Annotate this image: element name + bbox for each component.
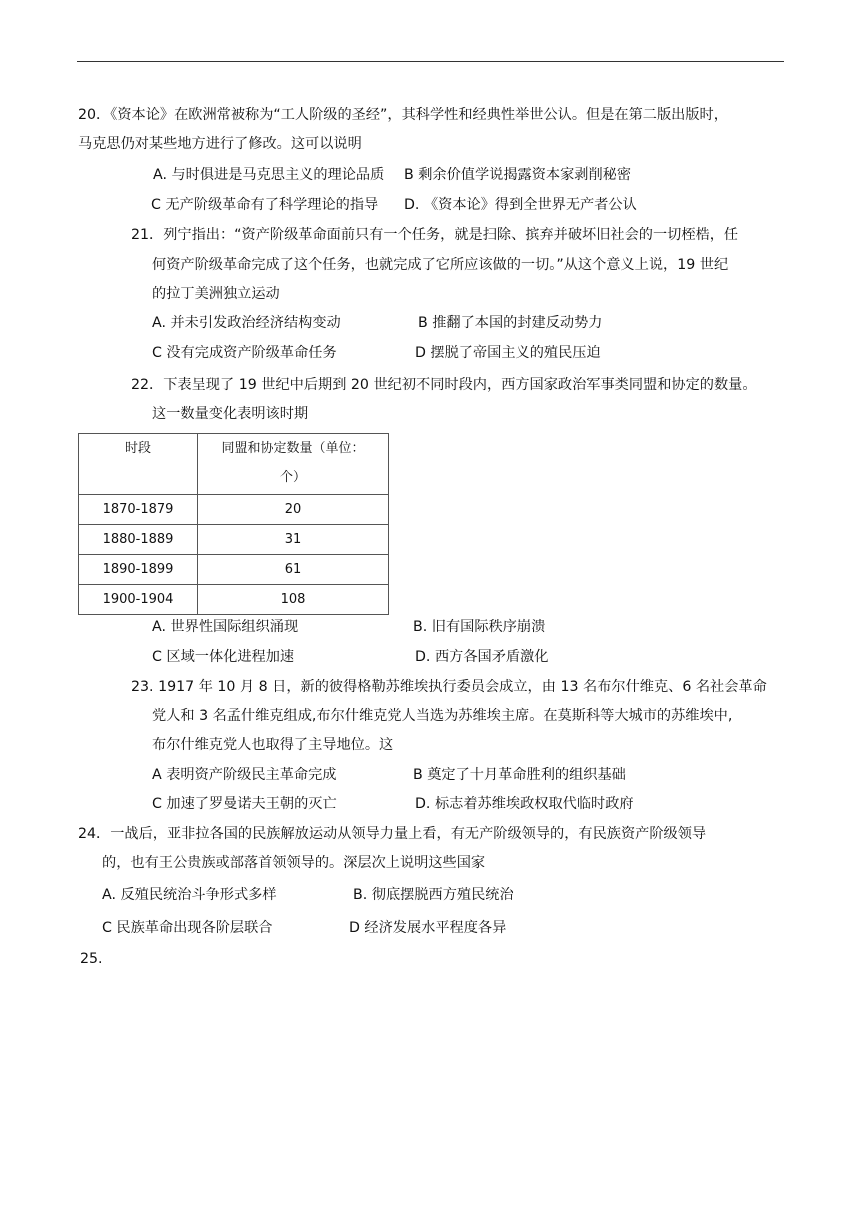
table-cell-count: 31 — [198, 525, 389, 555]
q21-option-a: A. 并未引发政治经济结构变动 — [152, 315, 341, 331]
q23-option-d: D. 标志着苏维埃政权取代临时政府 — [415, 796, 634, 812]
table-header-row — [79, 434, 389, 495]
q22-option-b: B. 旧有国际秩序崩溃 — [413, 619, 546, 635]
q23-option-a: A 表明资产阶级民主革命完成 — [152, 767, 337, 783]
alliance-count-table — [78, 433, 389, 615]
q23-stem-line2: 党人和 3 名孟什维克组成,布尔什维克党人当选为苏维埃主席。在莫斯科等大城市的苏维埃中, — [152, 708, 733, 724]
q24-option-d: D 经济发展水平程度各异 — [349, 920, 507, 936]
q24-option-a: A. 反殖民统治斗争形式多样 — [102, 887, 277, 903]
table-cell-count: 61 — [198, 555, 389, 585]
q24-stem-line1: 24．一战后，亚非拉各国的民族解放运动从领导力量上看，有无产阶级领导的，有民族资产阶级领导 — [78, 826, 707, 842]
q23-option-b: B 奠定了十月革命胜利的组织基础 — [413, 767, 626, 783]
q25-number: 25. — [80, 951, 103, 967]
table-header-period: 时段 — [79, 434, 198, 495]
table-header-count: 同盟和协定数量（单位：个） — [198, 434, 389, 495]
q20-option-c: C 无产阶级革命有了科学理论的指导 — [151, 197, 379, 213]
table-row — [79, 585, 389, 615]
table-cell-period: 1880-1889 — [79, 525, 198, 555]
q24-option-b: B. 彻底摆脱西方殖民统治 — [353, 887, 514, 903]
q22-option-a: A. 世界性国际组织涌现 — [152, 619, 299, 635]
header-rule — [77, 61, 784, 62]
table-cell-count: 20 — [198, 495, 389, 525]
table-row — [79, 555, 389, 585]
q21-stem-line1: 21．列宁指出：“资产阶级革命面前只有一个任务，就是扫除、摈弃并破坏旧社会的一切桎梏，任 — [131, 227, 739, 243]
q22-option-c: C 区域一体化进程加速 — [152, 649, 295, 665]
table-cell-count: 108 — [198, 585, 389, 615]
q23-stem-line3: 布尔什维克党人也取得了主导地位。这 — [152, 737, 394, 753]
q20-option-b: B 剩余价值学说揭露资本家剥削秘密 — [404, 167, 632, 183]
q21-stem-line3: 的拉丁美洲独立运动 — [152, 286, 280, 302]
q20-option-d: D. 《资本论》得到全世界无产者公认 — [404, 197, 637, 213]
q23-option-c: C 加速了罗曼诺夫王朝的灭亡 — [152, 796, 337, 812]
q24-option-c: C 民族革命出现各阶层联合 — [102, 920, 273, 936]
q21-stem-line2: 何资产阶级革命完成了这个任务，也就完成了它所应该做的一切。”从这个意义上说，19 世纪 — [152, 257, 729, 273]
q22-option-d: D. 西方各国矛盾激化 — [415, 649, 549, 665]
q21-option-d: D 摆脱了帝国主义的殖民压迫 — [415, 345, 601, 361]
q24-stem-line2: 的，也有王公贵族或部落首领领导的。深层次上说明这些国家 — [102, 855, 486, 871]
q20-option-a: A. 与时俱进是马克思主义的理论品质 — [153, 167, 385, 183]
q21-option-c: C 没有完成资产阶级革命任务 — [152, 345, 337, 361]
q22-stem-line2: 这一数量变化表明该时期 — [152, 406, 309, 422]
q22-stem-line1: 22．下表呈现了 19 世纪中后期到 20 世纪初不同时段内，西方国家政治军事类同盟和协定的数量。 — [131, 377, 757, 393]
q21-option-b: B 推翻了本国的封建反动势力 — [418, 315, 603, 331]
q23-stem-line1: 23. 1917 年 10 月 8 日，新的彼得格勒苏维埃执行委员会成立，由 13 名布尔什维克、6 名社会革命 — [131, 679, 767, 695]
table-cell-period: 1890-1899 — [79, 555, 198, 585]
table-row — [79, 495, 389, 525]
table-cell-period: 1900-1904 — [79, 585, 198, 615]
table-cell-period: 1870-1879 — [79, 495, 198, 525]
q20-stem-line2: 马克思仍对某些地方进行了修改。这可以说明 — [78, 136, 362, 152]
table-row — [79, 525, 389, 555]
q20-stem-line1: 20．《资本论》在欧洲常被称为“工人阶级的圣经”，其科学性和经典性举世公认。但是在第二版出版时， — [78, 107, 728, 123]
